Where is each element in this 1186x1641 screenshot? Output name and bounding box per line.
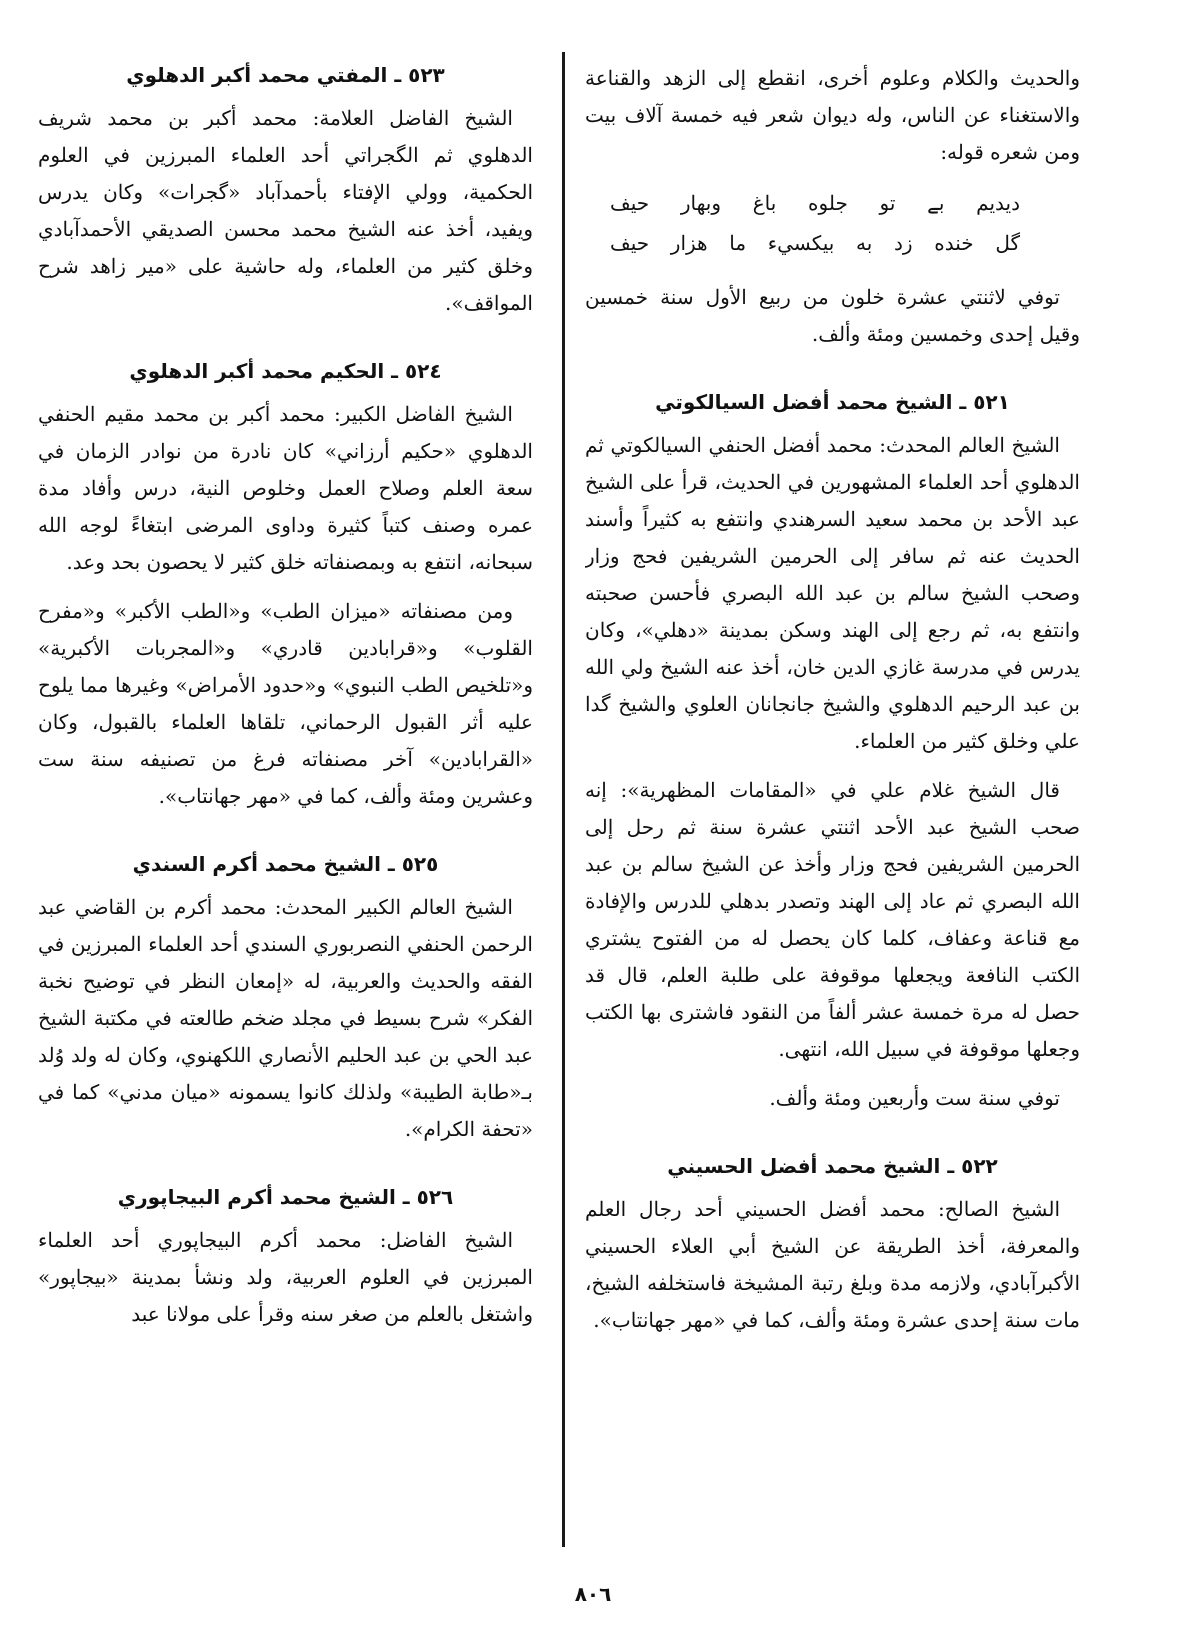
entry-526-paragraph-1: الشيخ الفاضل: محمد أكرم البيجاپوري أحد العلماء المبرزين في العلوم العربية، ولد ونشأ بمدينة «بيجاپور» واشتغل بالعلم من صغر سنه وقرأ على مولانا عبد (38, 1228, 533, 1326)
section-spacer (38, 1160, 533, 1182)
verse-line-2: گل خنده زد به بيكسيء ما هزار حيف (610, 231, 1020, 255)
section-spacer (585, 365, 1080, 387)
page-number: ٨٠٦ (574, 1582, 612, 1606)
entry-524-title: ٥٢٤ ـ الحكيم محمد أكبر الدهلوي (129, 359, 442, 383)
entry-524-paragraph-2: ومن مصنفاته «ميزان الطب» و«الطب الأكبر» و«مفرح القلوب» و«قرابادين قادري» و«المجربات الأكبرية» و«تلخيص الطب النبوي» و«حدود الأمراض» وغيرها مما يلوح عليه أثر القبول الرحماني، تلقاها العلماء بالقبول، وكان «القرابادين» آخر مصنفاته فرغ من تصنيفه سنة ست وعشرين ومئة وألف، كما في «مهر جهانتاب». (38, 599, 533, 808)
entry-521-paragraph-2: قال الشيخ غلام علي في «المقامات المظهرية»: إنه صحب الشيخ عبد الأحد اثنتي عشرة سنة ثم رحل إلى الحرمين الشريفين فحج وزار وأخذ عن الشيخ سالم بن عبد الله البصري ثم عاد إلى الهند وتصدر بدهلي للدرس والإفادة مع قناعة وعفاف، كلما كان يحصل له من الفتوح يشتري الكتب النافعة ويجعلها موقوفة على طلبة العلم، قال قد حصل له مرة خمسة عشر ألفاً من النقود فاشترى بها الكتب وجعلها موقوفة في سبيل الله، انتهى. (585, 778, 1080, 1061)
entry-525-paragraph-1: الشيخ العالم الكبير المحدث: محمد أكرم بن القاضي عبد الرحمن الحنفي النصربوري السندي أحد العلماء المبرزين في الفقه والحديث والعربية، له «إمعان النظر في توضيح نخبة الفكر» شرح بسيط في مجلد ضخم طالعته في مكتبة الشيخ عبد الحي بن عبد الحليم الأنصاري اللكهنوي، وكان له ولد وُلد بـ«طابة الطيبة» ولذلك كانوا يسمونه «ميان مدني» كما في «تحفة الكرام». (38, 895, 533, 1141)
section-spacer (585, 1129, 1080, 1151)
left-column (38, 60, 533, 1540)
entry-523-paragraph-1: الشيخ الفاضل العلامة: محمد أكبر بن محمد شريف الدهلوي ثم الگجراتي أحد العلماء المبرزين في العلوم الحكمية، وولي الإفتاء بأحمدآباد «گجرات» وكان يدرس ويفيد، أخذ عنه الشيخ محمد محسن الصديقي الأحمدآبادي وخلق كثير من العلماء، وله حاشية على «مير زاهد شرح المواقف». (38, 106, 533, 315)
section-spacer (38, 334, 533, 356)
entry-522-title: ٥٢٢ ـ الشيخ محمد أفضل الحسيني (667, 1154, 998, 1178)
death-paragraph: توفي لاثنتي عشرة خلون من ربيع الأول سنة خمسين وقيل إحدى وخمسين ومئة وألف. (585, 285, 1080, 346)
entry-521-title: ٥٢١ ـ الشيخ محمد أفضل السيالكوتي (655, 390, 1010, 414)
entry-522-paragraph-1: الشيخ الصالح: محمد أفضل الحسيني أحد رجال العلم والمعرفة، أخذ الطريقة عن الشيخ أبي العلاء الحسيني الأكبرآبادي، ولازمه مدة وبلغ رتبة المشيخة فاستخلفه الشيخ، مات سنة إحدى عشرة ومئة وألف، كما في «مهر جهانتاب». (585, 1197, 1080, 1332)
entry-521-paragraph-1: الشيخ العالم المحدث: محمد أفضل الحنفي السيالكوتي ثم الدهلوي أحد العلماء المشهورين في الحديث، قرأ على الشيخ عبد الأحد بن محمد سعيد السرهندي وانتفع به كثيراً وأسند الحديث عنه ثم سافر إلى الحرمين الشريفين فحج وزار وصحب الشيخ سالم بن عبد الله البصري فأحسن صحبته وانتفع به، ثم رجع إلى الهند وسكن بمدينة «دهلي»، وكان يدرس في مدرسة غازي الدين خان، أخذ عنه الشيخ ولي الله بن عبد الرحيم الدهلوي والشيخ جانجانان العلوي والشيخ گدا علي وخلق كثير من العلماء. (585, 433, 1080, 753)
entry-523-title: ٥٢٣ ـ المفتي محمد أكبر الدهلوي (126, 63, 445, 87)
entry-526-title: ٥٢٦ ـ الشيخ محمد أكرم البيجاپوري (117, 1185, 454, 1209)
column-divider (562, 52, 565, 1547)
right-column (585, 60, 1080, 1540)
continued-paragraph: والحديث والكلام وعلوم أخرى، انقطع إلى الزهد والقناعة والاستغناء عن الناس، وله ديوان شعر فيه خمسة آلاف بيت ومن شعره قوله: (585, 66, 1080, 164)
poem-verse (585, 183, 1080, 263)
entry-525-title: ٥٢٥ ـ الشيخ محمد أكرم السندي (132, 852, 439, 876)
verse-line-1: ديديم بے تو جلوه باغ وبهار حيف (610, 191, 1020, 215)
entry-524-paragraph-1: الشيخ الفاضل الكبير: محمد أكبر بن محمد مقيم الحنفي الدهلوي «حكيم أرزاني» كان نادرة من نوادر الزمان في سعة العلم وصلاح العمل وخلوص النية، درس وأفاد مدة عمره وصنف كتباً كثيرة وداوى المرضى ابتغاءً لوجه الله سبحانه، انتفع به وبمصنفاته خلق كثير لا يحصون بحد وعد. (38, 402, 533, 574)
entry-521-paragraph-3: توفي سنة ست وأربعين ومئة وألف. (769, 1086, 1060, 1110)
section-spacer (38, 827, 533, 849)
